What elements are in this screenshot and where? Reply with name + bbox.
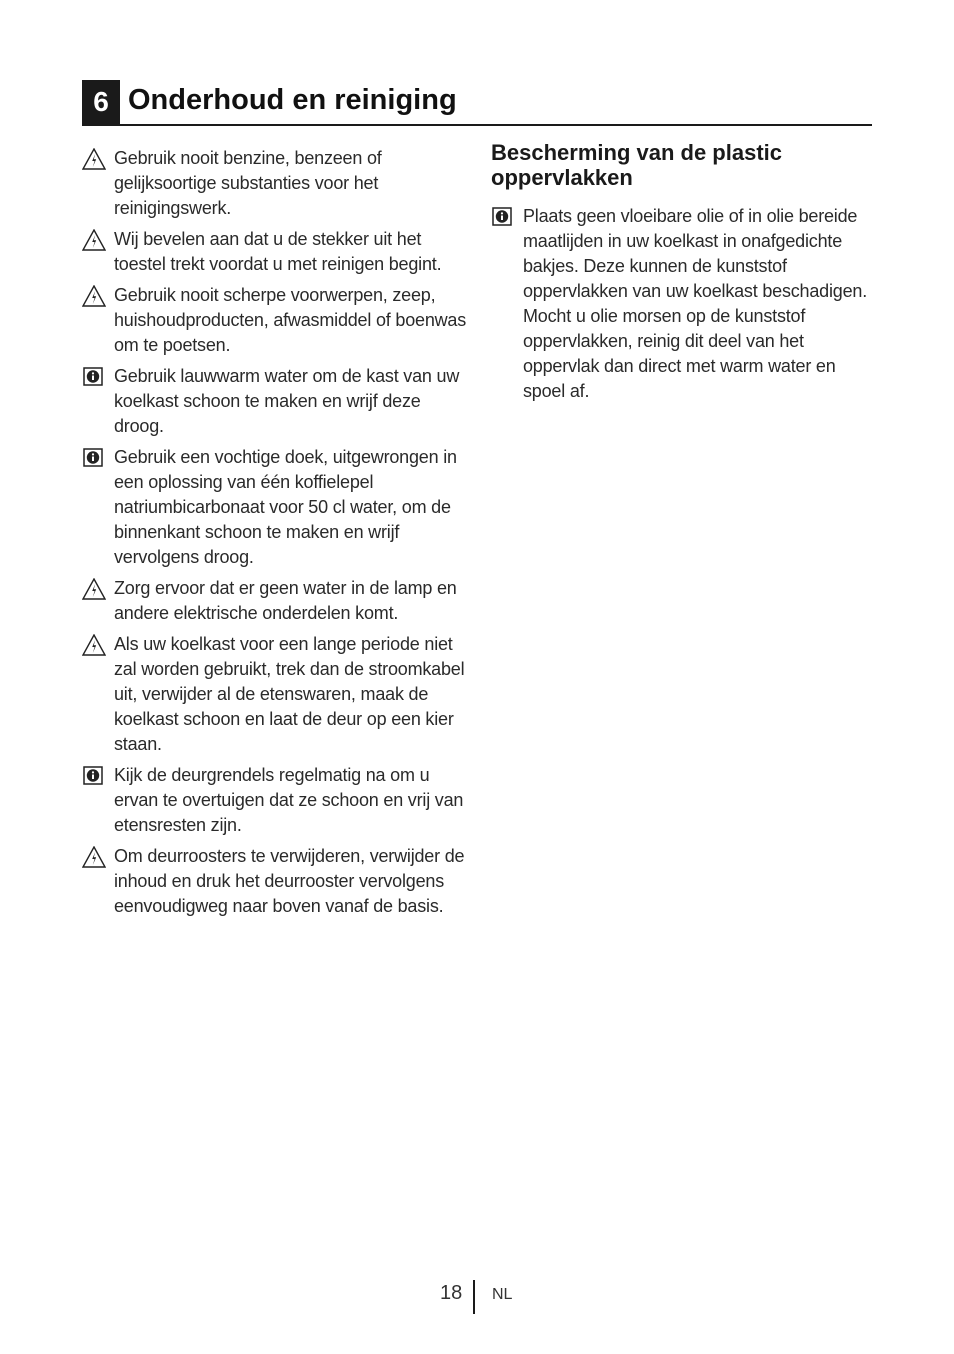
list-item	[82, 763, 467, 838]
section-title: Bescherming van de plastic oppervlakken	[491, 140, 782, 190]
item-text: Gebruik nooit scherpe voorwerpen, zeep, huishoudproducten, afwasmiddel of boenwas om te poetsen.	[114, 285, 467, 355]
language-code: NL	[492, 1286, 513, 1303]
item-text: Om deurroosters te verwijderen, verwijder de inhoud en druk het deurrooster vervolgens eenvoudigweg naar boven vanaf de basis.	[114, 846, 465, 916]
info-icon	[82, 765, 106, 787]
list-item	[82, 632, 467, 757]
chapter-number: 6	[82, 80, 120, 124]
list-item	[82, 283, 467, 358]
warning-icon	[82, 846, 106, 868]
item-text: Gebruik nooit benzine, benzeen of gelijksoortige substanties voor het reinigingswerk.	[114, 148, 382, 218]
warning-icon	[82, 148, 106, 170]
page-number: 18	[440, 1282, 463, 1304]
item-text: Plaats geen vloeibare olie of in olie bereide maatlijden in uw koelkast in onafgedichte bakjes. Deze kunnen de kunststof oppervlakken van uw koelkast beschadigen. Mocht u olie morsen op de kunststof oppervlakken, reinig dit deel van het oppervlak dan direct met warm water en spoel af.	[523, 206, 868, 401]
item-text: Als uw koelkast voor een lange periode niet zal worden gebruikt, trek dan de stroomkabel uit, verwijder al de etenswaren, maak de koelkast schoon en laat de deur op een kier staan.	[114, 634, 465, 754]
item-text: Wij bevelen aan dat u de stekker uit het toestel trekt voordat u met reinigen begint.	[114, 229, 442, 274]
page-title: Onderhoud en reiniging	[128, 84, 457, 116]
list-item	[82, 364, 467, 439]
footer-divider	[473, 1280, 475, 1314]
list-item	[82, 844, 467, 919]
right-column	[491, 140, 876, 410]
page-footer	[0, 1280, 954, 1320]
warning-icon	[82, 634, 106, 656]
list-item	[82, 146, 467, 221]
item-text: Gebruik een vochtige doek, uitgewrongen in een oplossing van één koffielepel natriumbicarbonaat voor 50 cl water, om de binnenkant schoon te maken en wrijf vervolgens droog.	[114, 447, 457, 567]
info-icon	[82, 447, 106, 469]
warning-icon	[82, 229, 106, 251]
info-icon	[82, 366, 106, 388]
warning-icon	[82, 578, 106, 600]
item-text: Gebruik lauwwarm water om de kast van uw koelkast schoon te maken en wrijf deze droog.	[114, 366, 460, 436]
list-item	[82, 227, 467, 277]
list-item	[491, 204, 876, 404]
left-column	[82, 146, 467, 925]
chapter-header	[82, 80, 872, 126]
item-text: Kijk de deurgrendels regelmatig na om u ervan te overtuigen dat ze schoon en vrij van etensresten zijn.	[114, 765, 464, 835]
warning-icon	[82, 285, 106, 307]
list-item	[82, 576, 467, 626]
info-icon	[491, 206, 515, 228]
item-text: Zorg ervoor dat er geen water in de lamp en andere elektrische onderdelen komt.	[114, 578, 457, 623]
list-item	[82, 445, 467, 570]
